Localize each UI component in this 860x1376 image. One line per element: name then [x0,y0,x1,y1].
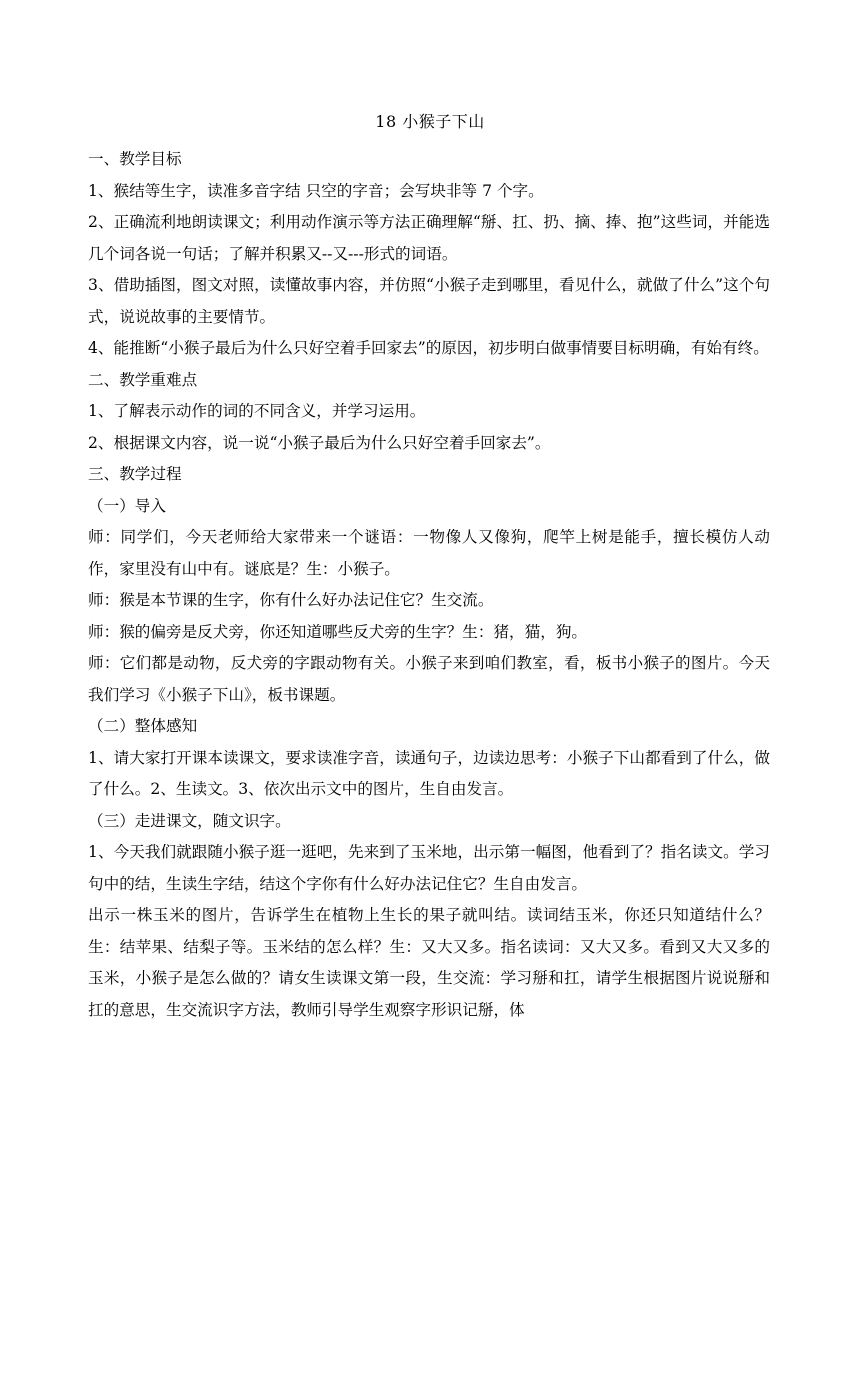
subsection-heading-reading: （三）走进课文，随文识字。 [88,811,291,830]
document-body [88,144,770,1026]
paragraph: 2、正确流利地朗读课文；利用动作演示等方法正确理解“掰、扛、扔、摘、捧、抱”这些词，并能选几个词各说一句话；了解并积累又--又---形式的词语。 [88,213,770,263]
section-heading-objectives: 一、教学目标 [88,150,182,168]
paragraph: 师：猴的偏旁是反犬旁，你还知道哪些反犬旁的生字？生：猪，猫，狗。 [88,622,588,641]
paragraph: 1、请大家打开课本读课文，要求读准字音，读通句子，边读边思考：小猴子下山都看到了什么，做了什么。2、生读文。3、依次出示文中的图片，生自由发言。 [88,748,770,798]
paragraph: 1、猴结等生字，读准多音字结 只空的字音；会写块非等 7 个字。 [88,181,544,200]
document-title: 18 小猴子下山 [375,112,485,131]
paragraph: 师：它们都是动物，反犬旁的字跟动物有关。小猴子来到咱们教室，看，板书小猴子的图片。今天我们学习《小猴子下山》，板书课题。 [88,654,770,704]
section-heading-key-points: 二、教学重难点 [88,370,198,389]
section-heading-process: 三、教学过程 [88,465,182,483]
paragraph: 1、了解表示动作的词的不同含义，并学习运用。 [88,402,426,420]
paragraph: 出示一株玉米的图片，告诉学生在植物上生长的果子就叫结。读词结玉米，你还只知道结什么？生：结苹果、结梨子等。玉米结的怎么样？生：又大又多。指名读词：又大又多。看到又大又多的玉米，小猴子是怎么做的？请女生读课文第一段，生交流：学习掰和扛，请学生根据图片说说掰和扛的意思，生交流识字方法，教师引导学生观察字形识记掰，体 [88,906,770,1019]
paragraph: 师：同学们，今天老师给大家带来一个谜语：一物像人又像狗，爬竿上树是能手，擅长模仿人动作，家里没有山中有。谜底是？生：小猴子。 [88,528,770,578]
subsection-heading-overview: （二）整体感知 [88,717,198,735]
paragraph: 3、借助插图，图文对照，读懂故事内容，并仿照“小猴子走到哪里，看见什么，就做了什么”这个句式，说说故事的主要情节。 [88,276,770,326]
paragraph: 4、能推断“小猴子最后为什么只好空着手回家去”的原因，初步明白做事情要目标明确，有始有终。 [88,339,769,357]
paragraph: 2、根据课文内容，说一说“小猴子最后为什么只好空着手回家去”。 [88,433,551,452]
paragraph: 师：猴是本节课的生字，你有什么好办法记住它？生交流。 [88,591,494,609]
subsection-heading-intro: （一）导入 [88,496,166,515]
paragraph: 1、今天我们就跟随小猴子逛一逛吧，先来到了玉米地，出示第一幅图，他看到了？指名读文。学习句中的结，生读生字结，结这个字你有什么好办法记住它？生自由发言。 [88,843,770,893]
